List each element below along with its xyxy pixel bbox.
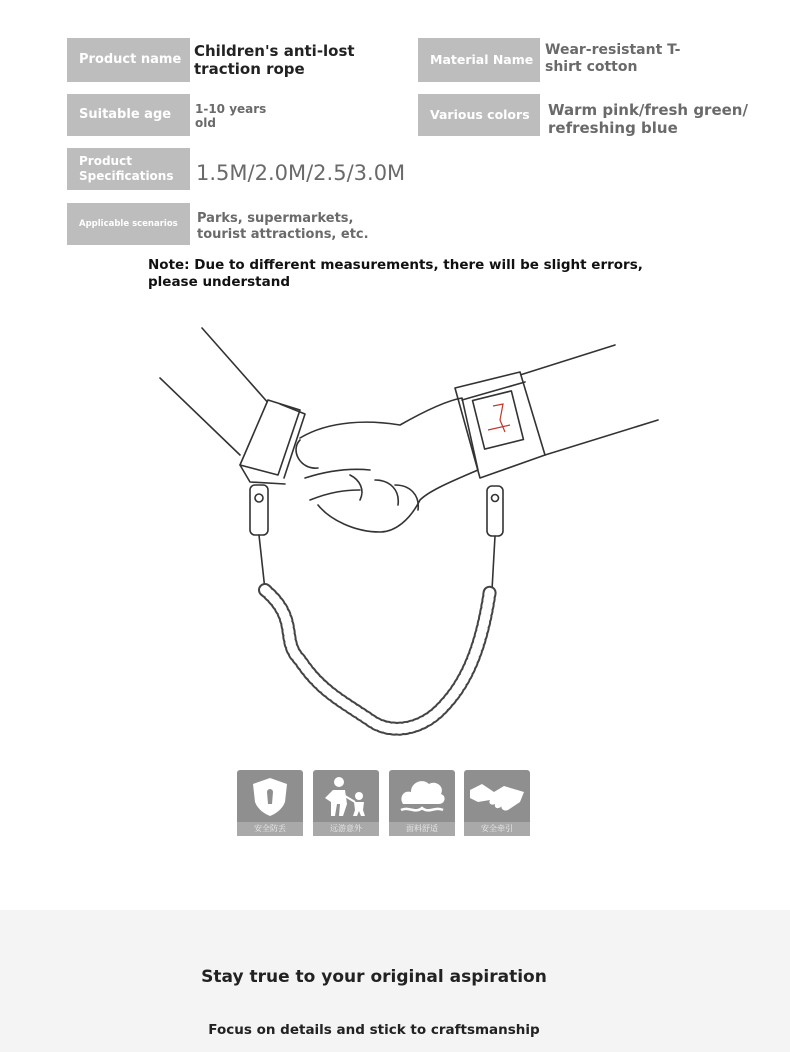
material-label-text: Material Name [430, 52, 534, 68]
shield-icon [237, 770, 303, 822]
material-value: Wear-resistant T-shirt cotton [545, 42, 681, 75]
spec-label-text: Product Specifications [79, 154, 174, 183]
material-label [418, 38, 540, 82]
wristband-illustration [150, 318, 670, 748]
feature-card-safety [237, 770, 303, 836]
product-name-label [67, 38, 190, 82]
colors-value: Warm pink/fresh green/ refreshing blue [548, 101, 748, 137]
spec-value: 1.5M/2.0M/2.5/3.0M [196, 161, 406, 185]
measurement-note: Note: Due to different measurements, there will be slight errors, please understand [148, 257, 643, 291]
spec-label [67, 148, 190, 190]
footer-section [0, 910, 790, 1052]
product-name-value: Children's anti-lost traction rope [194, 42, 355, 78]
feature-card-traction [464, 770, 530, 836]
footer-headline: Stay true to your original aspiration [201, 967, 547, 987]
feature-label: 安全防丢 [237, 822, 303, 836]
age-value: 1-10 years old [195, 102, 267, 131]
age-label-text: Suitable age [79, 106, 172, 122]
scenario-value: Parks, supermarkets, tourist attractions, etc. [197, 211, 369, 242]
feature-card-comfort [389, 770, 455, 836]
feature-label: 面料舒适 [389, 822, 455, 836]
handshake-icon [464, 770, 530, 822]
product-name-label-text: Product name [79, 51, 182, 67]
footer-tagline: Focus on details and stick to craftsmanship [208, 1022, 540, 1038]
feature-label: 远游意外 [313, 822, 379, 836]
colors-label-text: Various colors [430, 107, 530, 123]
feature-card-travel [313, 770, 379, 836]
scenario-label-text: Applicable scenarios [79, 218, 178, 229]
colors-label [418, 94, 540, 136]
scenario-label [67, 203, 190, 245]
parent-child-icon [313, 770, 379, 822]
age-label [67, 94, 190, 136]
feature-label: 安全牵引 [464, 822, 530, 836]
cloud-icon [389, 770, 455, 822]
